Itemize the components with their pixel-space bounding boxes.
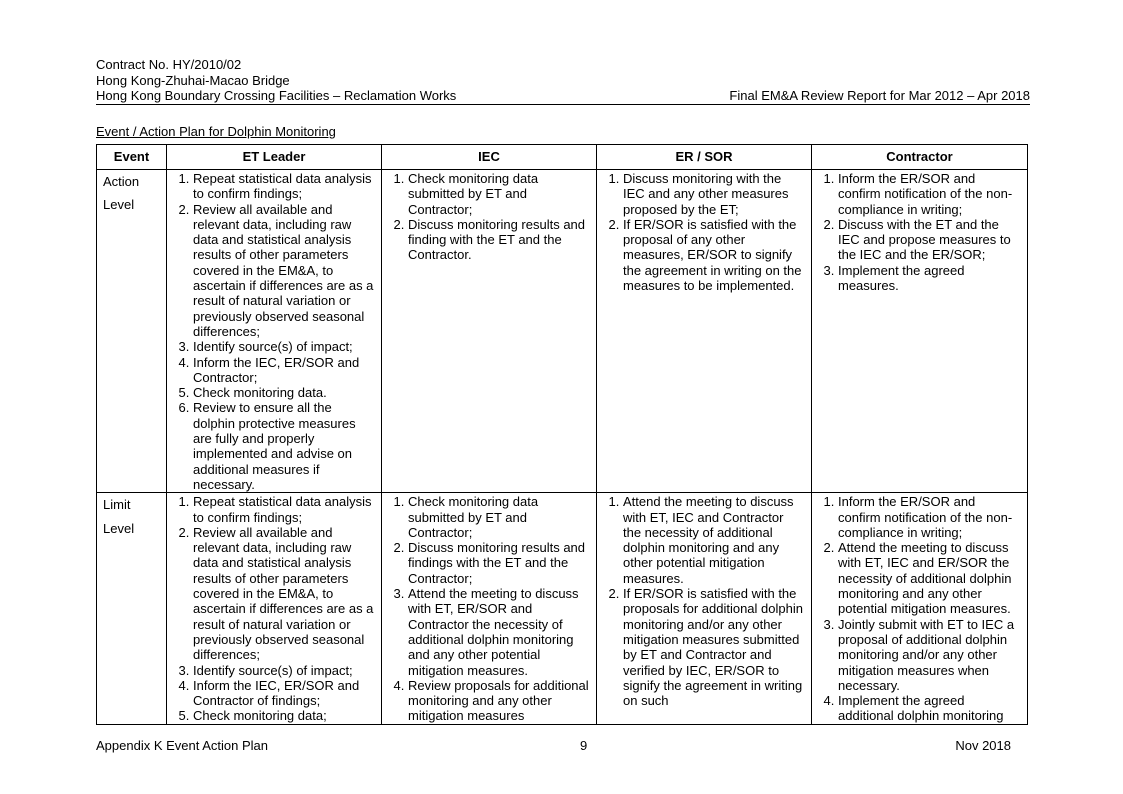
- list-item: 2. Discuss monitoring results and findings with the ET and the Contractor;: [408, 540, 590, 586]
- list-item: 3. Jointly submit with ET to IEC a proposal of additional dolphin monitoring and/or any other mitigation measures when necessary.: [838, 617, 1021, 693]
- table-row-limit-level: [97, 493, 1028, 724]
- col-header-event: Event: [97, 145, 167, 170]
- list-item: 3. Attend the meeting to discuss with ET, ER/SOR and Contractor the necessity of additional dolphin monitoring and any other potential mitigation measures.: [408, 586, 590, 678]
- col-header-iec: IEC: [382, 145, 597, 170]
- list-item: 2. Discuss with the ET and the IEC and propose measures to the IEC and the ER/SOR;: [838, 217, 1021, 263]
- list-item: 1. Discuss monitoring with the IEC and any other measures proposed by the ET;: [623, 171, 805, 217]
- page-header: [96, 57, 1030, 104]
- contractor-cell: [812, 493, 1028, 724]
- list-item: 3. Implement the agreed measures.: [838, 263, 1021, 294]
- event-action-table: [96, 144, 1028, 725]
- iec-actions: [388, 494, 590, 723]
- list-item: 1. Check monitoring data submitted by ET and Contractor;: [408, 494, 590, 540]
- list-item: 2. If ER/SOR is satisfied with the proposals for additional dolphin monitoring and/or any other mitigation measures submitted by ET and Contractor and verified by IEC, ER/SOR to signify the agreement in writing on such: [623, 586, 805, 708]
- event-label: Level: [103, 197, 135, 213]
- page-number: 9: [580, 738, 588, 753]
- er-sor-cell: [597, 493, 812, 724]
- table-header-row: [97, 145, 1028, 170]
- list-item: 5. Check monitoring data.: [193, 385, 375, 400]
- page-footer: [96, 738, 1011, 753]
- contractor-cell: [812, 170, 1028, 493]
- list-item: 1. Check monitoring data submitted by ET and Contractor;: [408, 171, 590, 217]
- event-label: Level: [103, 520, 135, 536]
- et-leader-cell: [167, 170, 382, 493]
- list-item: 2. Review all available and relevant data, including raw data and statistical analysis results of other parameters covered in the EM&A, to ascertain if differences are as a result of natural variation or previously observed seasonal differences;: [193, 525, 375, 663]
- contract-number: Contract No. HY/2010/02: [96, 57, 242, 72]
- list-item: 2. If ER/SOR is satisfied with the proposal of any other measures, ER/SOR to signify the agreement in writing on the measures to be implemented.: [623, 217, 805, 293]
- contractor-actions: [818, 494, 1021, 723]
- list-item: 1. Repeat statistical data analysis to confirm findings;: [193, 171, 375, 202]
- table-row-action-level: [97, 170, 1028, 493]
- list-item: 1. Repeat statistical data analysis to confirm findings;: [193, 494, 375, 525]
- footer-appendix-title: Appendix K Event Action Plan: [96, 738, 269, 753]
- event-label: Action: [103, 174, 140, 189]
- list-item: 2. Discuss monitoring results and finding with the ET and the Contractor.: [408, 217, 590, 263]
- et-leader-actions: [173, 494, 375, 723]
- event-cell: [97, 493, 167, 724]
- list-item: 2. Attend the meeting to discuss with ET, IEC and ER/SOR the necessity of additional dolphin monitoring and any other potential mitigation measures.: [838, 540, 1021, 616]
- et-leader-cell: [167, 493, 382, 724]
- list-item: 1. Inform the ER/SOR and confirm notification of the non-compliance in writing;: [838, 494, 1021, 540]
- facility-name: Hong Kong Boundary Crossing Facilities – Reclamation Works: [96, 88, 457, 103]
- er-sor-actions: [603, 494, 805, 708]
- list-item: 1. Attend the meeting to discuss with ET, IEC and Contractor the necessity of additional dolphin monitoring and any other potential mitigation measures.: [623, 494, 805, 586]
- contractor-actions: [818, 171, 1021, 293]
- list-item: 5. Check monitoring data;: [193, 708, 375, 723]
- list-item: 4. Inform the IEC, ER/SOR and Contractor;: [193, 355, 375, 386]
- header-row: [96, 88, 1030, 104]
- list-item: 3. Identify source(s) of impact;: [193, 339, 375, 354]
- event-cell: [97, 170, 167, 493]
- col-header-contractor: Contractor: [812, 145, 1028, 170]
- er-sor-cell: [597, 170, 812, 493]
- et-leader-actions: [173, 171, 375, 492]
- list-item: 3. Identify source(s) of impact;: [193, 663, 375, 678]
- list-item: 2. Review all available and relevant data, including raw data and statistical analysis results of other parameters covered in the EM&A, to ascertain if differences are as a result of natural variation or previously observed seasonal differences;: [193, 202, 375, 340]
- list-item: 1. Inform the ER/SOR and confirm notification of the non-compliance in writing;: [838, 171, 1021, 217]
- iec-actions: [388, 171, 590, 263]
- table-caption: Event / Action Plan for Dolphin Monitoring: [96, 124, 336, 139]
- iec-cell: [382, 493, 597, 724]
- list-item: 4. Inform the IEC, ER/SOR and Contractor of findings;: [193, 678, 375, 709]
- list-item: 6. Review to ensure all the dolphin protective measures are fully and properly implemented and advise on additional measures if necessary.: [193, 400, 375, 492]
- col-header-et-leader: ET Leader: [167, 145, 382, 170]
- list-item: 4. Implement the agreed additional dolphin monitoring: [838, 693, 1021, 724]
- list-item: 4. Review proposals for additional monitoring and any other mitigation measures: [408, 678, 590, 724]
- project-name: Hong Kong-Zhuhai-Macao Bridge: [96, 72, 290, 88]
- event-label: Limit: [103, 497, 131, 513]
- header-divider: [96, 104, 1030, 105]
- footer-date: Nov 2018: [955, 738, 1011, 753]
- report-title: Final EM&A Review Report for Mar 2012 – Apr 2018: [729, 88, 1030, 103]
- er-sor-actions: [603, 171, 805, 293]
- col-header-er-sor: ER / SOR: [597, 145, 812, 170]
- iec-cell: [382, 170, 597, 493]
